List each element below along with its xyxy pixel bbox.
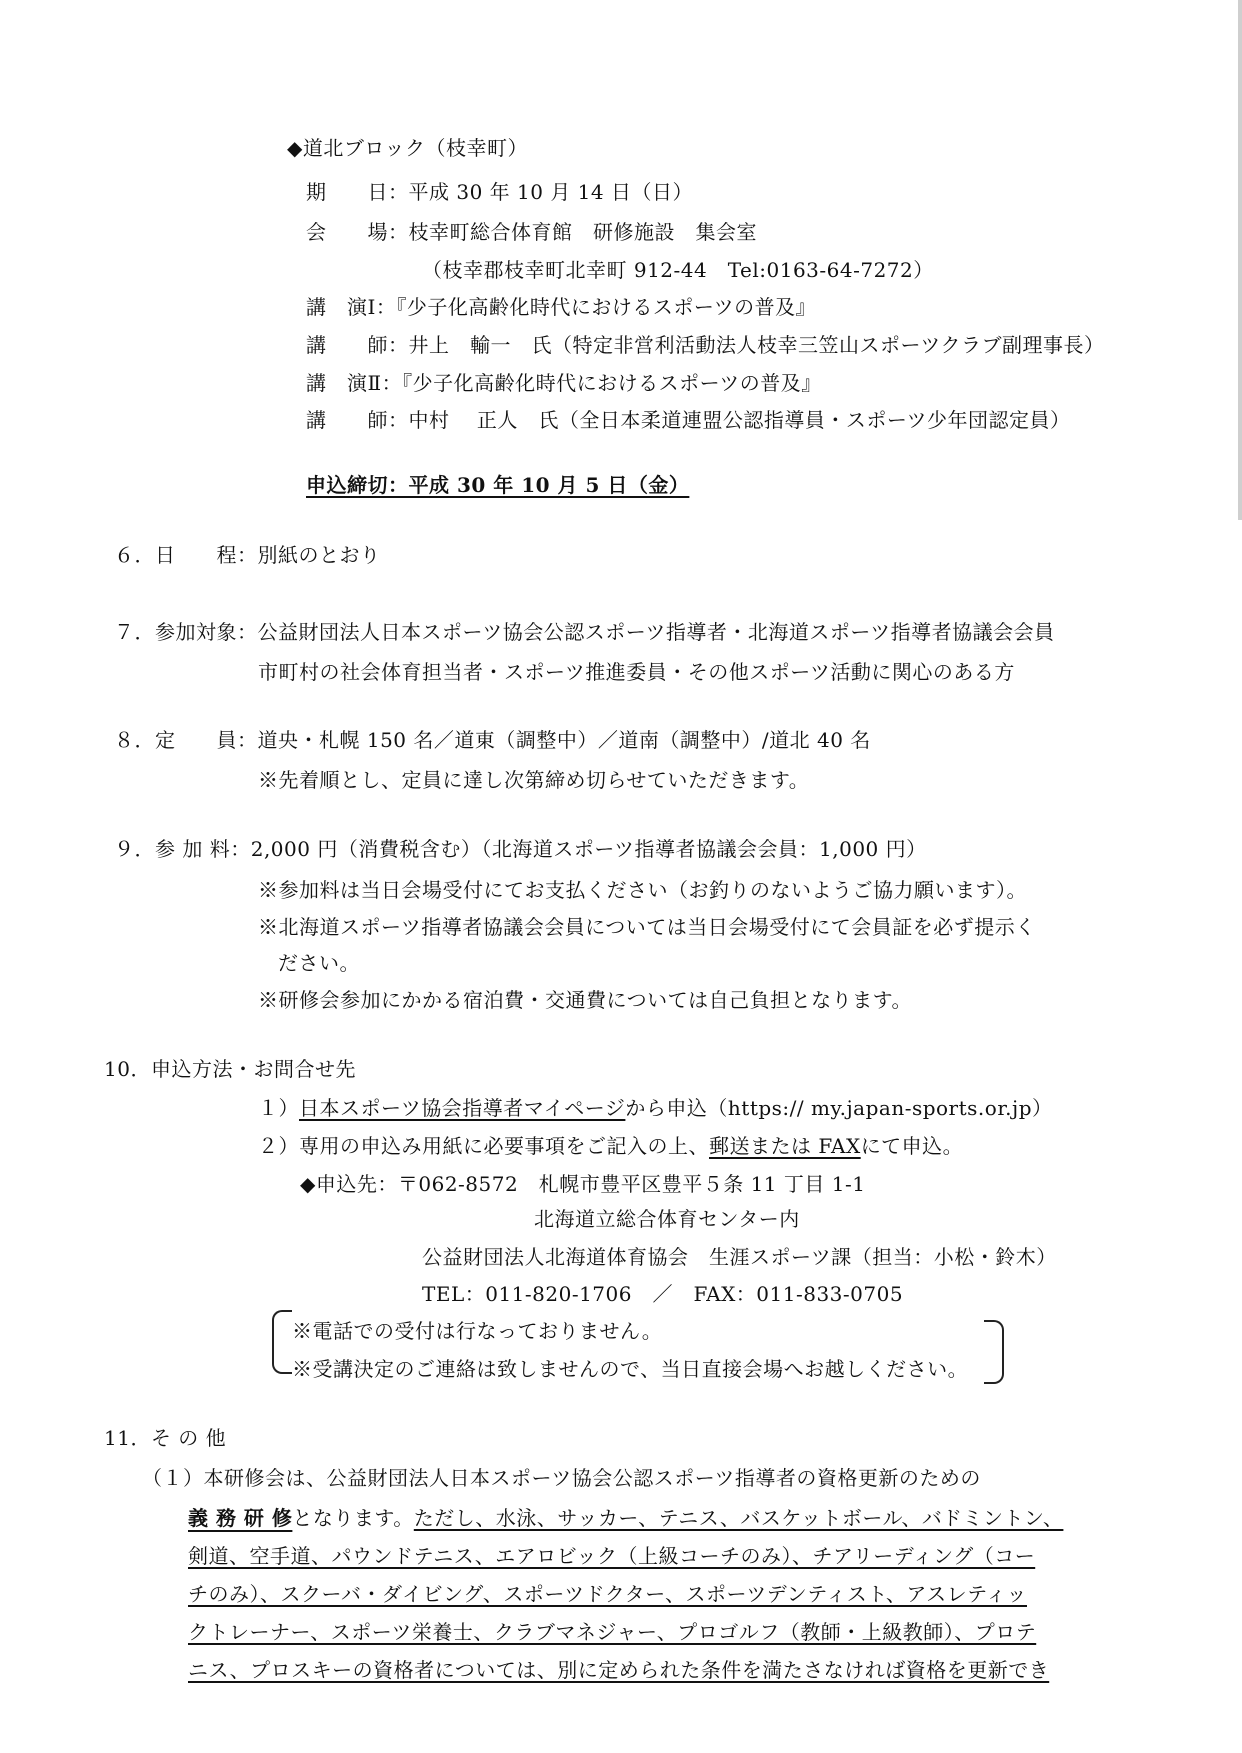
section-11-para-line-5: クトレーナー、スポーツ栄養士、クラブマネジャー、プロゴルフ（教師・上級教師）、プロテ <box>188 1620 1037 1644</box>
section-7-line-2: 市町村の社会体育担当者・スポーツ推進委員・その他スポーツ活動に関心のある方 <box>258 660 1015 684</box>
section-10-method-1 <box>258 1098 1053 1118</box>
contact-address-2: 北海道立総合体育センター内 <box>534 1207 800 1231</box>
section-8-line-2: ※先着順とし、定員に達し次第締め切らせていただきます。 <box>258 768 810 792</box>
contact-address-1: ◆申込先：〒062-8572 札幌市豊平区豊平５条 11 丁目 1-1 <box>300 1172 866 1196</box>
method-2-prefix: ２）専用の申込み用紙に必要事項をご記入の上、 <box>258 1134 709 1158</box>
para-line-2-underlined: ただし、水泳、サッカー、テニス、バスケットボール、バドミントン、 <box>413 1506 1064 1530</box>
notice-brace-right <box>984 1320 1004 1384</box>
contact-tel-fax: TEL：011-820-1706 ／ FAX：011-833-0705 <box>422 1282 904 1306</box>
method-2-suffix: にて申込。 <box>860 1134 964 1158</box>
notice-no-phone: ※電話での受付は行なっておりません。 <box>292 1319 663 1343</box>
section-11-title: 11．そ の 他 <box>104 1426 227 1450</box>
section-11-para-line-6: ニス、プロスキーの資格者については、別に定められた条件を満たさなければ資格を更新でき <box>188 1658 1050 1682</box>
section-9-note-3: ※研修会参加にかかる宿泊費・交通費については自己負担となります。 <box>258 988 912 1012</box>
block-lecture-2: 講 演Ⅱ：『少子化高齢化時代におけるスポーツの普及』 <box>306 371 822 395</box>
scan-edge <box>1238 0 1242 520</box>
block-lecture-1: 講 演Ⅰ：『少子化高齢化時代におけるスポーツの普及』 <box>306 295 817 319</box>
mypage-link[interactable]: 日本スポーツ協会指導者マイページ <box>299 1096 626 1120</box>
section-9-note-2b: ださい。 <box>278 951 360 975</box>
block-lecturer-2: 講 師：中村 正人 氏（全日本柔道連盟公認指導員・スポーツ少年団認定員） <box>306 408 1071 432</box>
block-venue: 会 場：枝幸町総合体育館 研修施設 集会室 <box>306 220 757 244</box>
mandatory-training: 義 務 研 修 <box>188 1506 293 1530</box>
block-address: （枝幸郡枝幸町北幸町 912-44 Tel:0163-64-7272） <box>422 258 934 282</box>
section-11-para-line-1: （１）本研修会は、公益財団法人日本スポーツ協会公認スポーツ指導者の資格更新のための <box>142 1466 981 1490</box>
block-deadline: 申込締切：平成 30 年 10 月 5 日（金） <box>306 473 690 497</box>
section-10-method-2 <box>258 1136 963 1156</box>
notice-brace-left <box>272 1310 292 1374</box>
section-10-title: 10．申込方法・お問合せ先 <box>104 1057 356 1081</box>
method-2-mail-fax: 郵送または FAX <box>709 1134 861 1158</box>
section-8-line-1: ８．定 員：道央・札幌 150 名／道東（調整中）／道南（調整中）/道北 40 名 <box>114 728 871 752</box>
section-11-para-line-4: チのみ）、スクーバ・ダイビング、スポーツドクター、スポーツデンティスト、アスレティッ <box>188 1582 1027 1606</box>
method-1-prefix: １） <box>258 1096 299 1120</box>
contact-address-3: 公益財団法人北海道体育協会 生涯スポーツ課（担当：小松・鈴木） <box>422 1245 1057 1269</box>
section-9-fee: ９．参 加 料：2,000 円（消費税含む）（北海道スポーツ指導者協議会会員：1,000 円） <box>114 837 927 861</box>
section-11-para-line-3: 剣道、空手道、パウンドテニス、エアロビック（上級コーチのみ）、チアリーディング（コー <box>188 1544 1036 1568</box>
section-9-note-2a: ※北海道スポーツ指導者協議会会員については当日会場受付にて会員証を必ず提示く <box>258 915 1036 939</box>
section-9-note-1: ※参加料は当日会場受付にてお支払ください（お釣りのないようご協力願います）。 <box>258 878 1027 902</box>
notice-no-confirmation: ※受講決定のご連絡は致しませんので、当日直接会場へお越しください。 <box>292 1357 969 1381</box>
section-11-para-line-2 <box>188 1508 1063 1528</box>
section-6-schedule: ６．日 程：別紙のとおり <box>114 543 381 567</box>
block-heading: ◆道北ブロック（枝幸町） <box>287 136 528 160</box>
block-date: 期 日：平成 30 年 10 月 14 日（日） <box>306 180 693 204</box>
para-line-2-mid: となります。 <box>292 1506 414 1530</box>
method-1-suffix: から申込（https:// my.japan-sports.or.jp） <box>625 1096 1053 1120</box>
block-lecturer-1: 講 師：井上 輸一 氏（特定非営利活動法人枝幸三笠山スポーツクラブ副理事長） <box>306 333 1105 357</box>
section-7-line-1: ７．参加対象：公益財団法人日本スポーツ協会公認スポーツ指導者・北海道スポーツ指導者協議会会員 <box>114 620 1055 644</box>
